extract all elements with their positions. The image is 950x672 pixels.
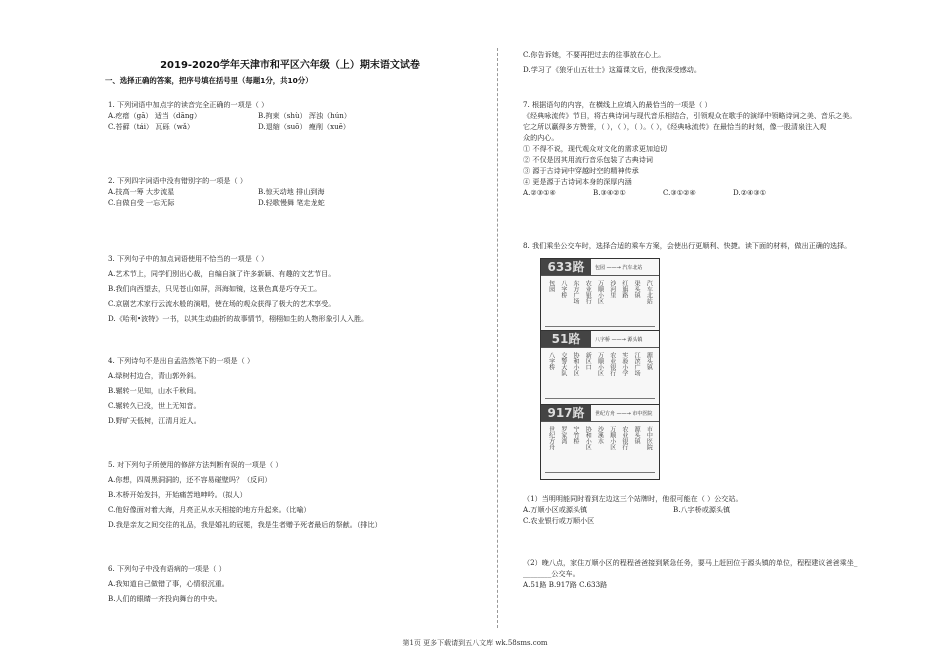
question-2 bbox=[108, 176, 478, 209]
stop: 源头镇 bbox=[645, 352, 653, 370]
option-a: A.万顺小区或源头镇 bbox=[523, 504, 588, 514]
page-footer: 第1页 更多下载请到五八文库 wk.58sms.com bbox=[402, 639, 548, 647]
question-stem: 7. 根据语句的内容，在横线上应填入的最恰当的一项是（ ） bbox=[523, 100, 712, 109]
option-d: D.退缩（suō） 瘦削（xuē） bbox=[258, 121, 350, 131]
passage-line: 众的内心。 bbox=[523, 132, 559, 142]
option-c: C.他好像面对着大海，月亮正从水天相接的地方升起来。（比喻） bbox=[108, 504, 311, 514]
option-c: C.农业银行或万顺小区 bbox=[523, 515, 595, 525]
question-6-continued bbox=[523, 48, 893, 78]
option-b: B.人们的眼睛一齐投向舞台的中央。 bbox=[108, 593, 222, 603]
stop: 八字桥 bbox=[559, 280, 567, 298]
passage-line: 《经典咏流传》节目，将古典诗词与现代音乐相结合，引领观众在歌手的演绎中领略诗词之美、音乐之美。 bbox=[523, 110, 857, 120]
option-b: B.辗转一见知，山水千秋间。 bbox=[108, 385, 201, 395]
option-c: C.辗转久已没，世上无知音。 bbox=[108, 400, 201, 410]
option-a: A.你想，四周黑洞洞的，还不容易碰壁吗？（反问） bbox=[108, 474, 272, 484]
options: A.51路 B.917路 C.633路 bbox=[523, 579, 608, 589]
option-d: D.轻歌慢舞 笔走龙蛇 bbox=[258, 197, 325, 207]
sentence-1: ① 不得不说，现代观众对文化的需求更加迫切 bbox=[523, 143, 668, 153]
question-8 bbox=[523, 241, 893, 252]
stop: 东方广场 bbox=[572, 280, 580, 304]
option-c: C.③①②④ bbox=[663, 187, 696, 197]
option-a: A.②③①④ bbox=[523, 187, 556, 197]
question-stem: 4. 下列诗句不是出自孟浩然笔下的一项是（ ） bbox=[108, 356, 255, 365]
stop: 八字桥 bbox=[547, 352, 555, 370]
passage-line: 它之所以赢得多方赞誉，（ ），（ ），（ ）。（ ），《经典咏流传》在最恰当的时刻，像一股清泉注入观 bbox=[523, 121, 827, 131]
route-ends: 世纪方舟 ——→ 市中医院 bbox=[595, 410, 653, 417]
question-stem: 3. 下列句子中的加点词语使用不恰当的一项是（ ） bbox=[108, 254, 269, 263]
option-d: D.野旷天低树，江清月近人。 bbox=[108, 415, 201, 425]
question-8-sub-1 bbox=[523, 494, 893, 527]
stop: 红旗路 bbox=[620, 280, 628, 298]
question-5 bbox=[108, 458, 478, 532]
option-a: A.艺术节上，同学们别出心裁，自编自演了许多新颖、有趣的文艺节目。 bbox=[108, 268, 336, 278]
stop: 万顺小区 bbox=[596, 280, 604, 304]
question-6 bbox=[108, 562, 478, 607]
bus-sign-51 bbox=[540, 330, 660, 406]
question-stem: 6. 下列句子中没有语病的一项是（ ） bbox=[108, 564, 226, 573]
stop: 包园 bbox=[547, 280, 555, 292]
stop: 宁竹桥 bbox=[572, 426, 580, 444]
option-b: B.③④②① bbox=[593, 187, 626, 197]
route-number: 51路 bbox=[541, 331, 591, 347]
route-number: 633路 bbox=[541, 259, 591, 275]
bus-sign-633 bbox=[540, 258, 660, 334]
route-number: 917路 bbox=[541, 405, 591, 421]
option-a: A.疙瘩（gā） 适当（dāng） bbox=[108, 110, 202, 120]
option-b: B.惊天动地 排山到海 bbox=[258, 186, 325, 196]
route-ends: 包园 ——→ 汽车北站 bbox=[595, 264, 643, 271]
option-c: C.自做自受 一忘无际 bbox=[108, 197, 175, 207]
option-b: B.我们向西望去，只见苍山如屏，洱海如镜，这景色真是巧夺天工。 bbox=[108, 283, 322, 293]
option-b: B.木桥开始发抖，开始痛苦地呻吟。（拟人） bbox=[108, 489, 247, 499]
question-stem: 5. 对下列句子所使用的修辞方法判断有误的一项是（ ） bbox=[108, 460, 283, 469]
route-line bbox=[545, 472, 655, 477]
stop: 沙溪水 bbox=[596, 426, 604, 444]
option-a: A.技高一筹 大步流星 bbox=[108, 186, 175, 196]
sub-question-stem-cont: ________公交车。 bbox=[523, 568, 580, 578]
option-b: B.八字桥或源头镇 bbox=[673, 504, 731, 514]
column-divider bbox=[497, 48, 498, 628]
stop: 实验小学 bbox=[620, 352, 628, 376]
stop: 协和小区 bbox=[584, 426, 592, 450]
route-ends: 八字桥 ——→ 源头镇 bbox=[595, 336, 643, 343]
sub-question-stem: （2）晚八点，家住万顺小区的程程爸爸接到紧急任务，要马上赶回位于源头镇的单位，程程建议爸爸乘坐_ bbox=[523, 558, 858, 567]
option-d: D.②④③① bbox=[733, 187, 767, 197]
stop: 源头镇 bbox=[633, 426, 641, 444]
option-a: A.我知道自己做错了事，心情很沉重。 bbox=[108, 578, 229, 588]
stop: 协和小区 bbox=[572, 352, 580, 376]
question-stem: 8. 我们乘坐公交车时，选择合适的乘车方案，会使出行更顺利、快捷。读下面的材料，做出正确的选择。 bbox=[523, 241, 852, 250]
stop: 万顺小区 bbox=[608, 426, 616, 450]
question-7 bbox=[523, 100, 893, 199]
stop: 交警大队 bbox=[559, 352, 567, 376]
question-stem: 1. 下列词语中加点字的读音完全正确的一项是（ ） bbox=[108, 100, 269, 109]
question-8-sub-2 bbox=[523, 558, 893, 591]
option-c: C.京剧艺术家行云流水般的演唱，使在场的观众获得了极大的艺术享受。 bbox=[108, 298, 336, 308]
option-c: C.苔藓（tái） 瓦砾（wǎ） bbox=[108, 121, 195, 131]
option-d: D.学习了《狼牙山五壮士》这篇课文后，使我深受感动。 bbox=[523, 64, 701, 74]
stop: 世纪方舟 bbox=[547, 426, 555, 450]
stop: 市中医院 bbox=[645, 426, 653, 450]
option-a: A.绿树村边合，青山郭外斜。 bbox=[108, 370, 201, 380]
stop: 农业银行 bbox=[584, 280, 592, 304]
stop: 渠头镇 bbox=[633, 280, 641, 298]
option-d: D.《哈利•波特》一书，以其生动曲折的故事情节，栩栩如生的人物形象引人入胜。 bbox=[108, 313, 369, 323]
sentence-3: ③ 源于古诗词中穿越时空的精神传承 bbox=[523, 165, 639, 175]
stop: 万顺小区 bbox=[596, 352, 604, 376]
stop: 罗家湾 bbox=[559, 426, 567, 444]
stop: 江滨广场 bbox=[633, 352, 641, 376]
bus-sign-917 bbox=[540, 404, 660, 480]
stop: 新区口 bbox=[584, 352, 592, 370]
sentence-4: ④ 更是源于古诗词本身的深厚内涵 bbox=[523, 176, 632, 186]
option-c: C.你告诉她，不要再把过去的往事放在心上。 bbox=[523, 50, 666, 59]
route-line bbox=[545, 398, 655, 403]
stop: 汽车北站 bbox=[645, 280, 653, 304]
question-1 bbox=[108, 100, 478, 133]
page-title: 2019-2020学年天津市和平区六年级（上）期末语文试卷 bbox=[160, 60, 420, 71]
stop: 沙河里 bbox=[608, 280, 616, 298]
sub-question-stem: （1）当明明能同时看到左边这三个站牌时，他很可能在（ ）公交站。 bbox=[523, 494, 743, 503]
question-stem: 2. 下列四字词语中没有错别字的一项是（ ） bbox=[108, 176, 247, 185]
stop: 农业银行 bbox=[608, 352, 616, 376]
section-heading: 一、选择正确的答案，把序号填在括号里（每题1分，共10分） bbox=[105, 76, 313, 85]
option-b: B.拘束（shù） 浑浊（hún） bbox=[258, 110, 351, 120]
stop: 农业银行 bbox=[620, 426, 628, 450]
question-4 bbox=[108, 354, 478, 428]
sentence-2: ② 不仅是因其用流行音乐包装了古典诗词 bbox=[523, 154, 653, 164]
question-3 bbox=[108, 252, 478, 326]
option-d: D.我是亲友之间交往的礼品，我是婚礼的冠冕，我是生者赠予死者最后的祭献。（排比） bbox=[108, 519, 382, 529]
